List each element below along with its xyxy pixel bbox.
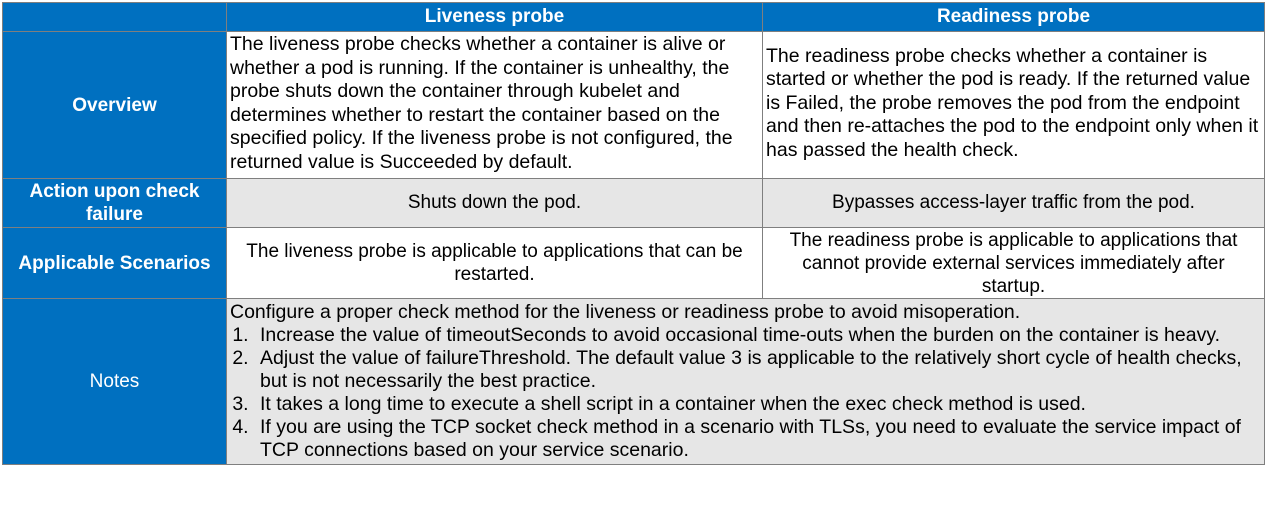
header-row xyxy=(3,3,1265,32)
table-row-overview xyxy=(3,32,1265,179)
overview-liveness-cell: The liveness probe checks whether a container is alive or whether a pod is running. If the container is unhealthy, the probe shuts down the container through kubelet and determines whether to restart the container based on the specified policy. If the liveness probe is not configured, the returned value is Succeeded by default. xyxy=(227,32,763,179)
list-item: 1. Increase the value of timeoutSeconds to avoid occasional time-outs when the burden on the container is heavy. xyxy=(254,324,1258,347)
column-header-liveness: Liveness probe xyxy=(227,3,763,32)
table-row-notes xyxy=(3,299,1265,465)
notes-intro: Configure a proper check method for the liveness or readiness probe to avoid misoperation. xyxy=(230,301,1021,323)
list-item: 2. Adjust the value of failureThreshold. The default value 3 is applicable to the relatively short cycle of health checks, but is not necessarily the best practice. xyxy=(254,347,1258,393)
list-item: 4. If you are using the TCP socket check method in a scenario with TLSs, you need to evaluate the service impact of TCP connections based on your service scenario. xyxy=(254,416,1258,462)
notes-cell xyxy=(227,299,1265,465)
table-row-scenarios xyxy=(3,228,1265,299)
row-header-notes: Notes xyxy=(3,299,227,465)
action-readiness-cell: Bypasses access-layer traffic from the pod. xyxy=(763,179,1265,228)
scenarios-liveness-cell: The liveness probe is applicable to applications that can be restarted. xyxy=(227,228,763,299)
notes-list xyxy=(230,324,1258,462)
row-header-scenarios: Applicable Scenarios xyxy=(3,228,227,299)
scenarios-readiness-cell: The readiness probe is applicable to applications that cannot provide external services immediately after startup. xyxy=(763,228,1265,299)
list-item: 3. It takes a long time to execute a shell script in a container when the exec check method is used. xyxy=(254,393,1258,416)
table-row-action xyxy=(3,179,1265,228)
header-corner-cell xyxy=(3,3,227,32)
row-header-overview: Overview xyxy=(3,32,227,179)
overview-readiness-cell: The readiness probe checks whether a container is started or whether the pod is ready. If the returned value is Failed, the probe removes the pod from the endpoint and then re-attaches the pod to the endpoint only when it has passed the health check. xyxy=(763,32,1265,179)
probe-comparison-table xyxy=(2,2,1265,465)
action-liveness-cell: Shuts down the pod. xyxy=(227,179,763,228)
row-header-action: Action upon check failure xyxy=(3,179,227,228)
column-header-readiness: Readiness probe xyxy=(763,3,1265,32)
